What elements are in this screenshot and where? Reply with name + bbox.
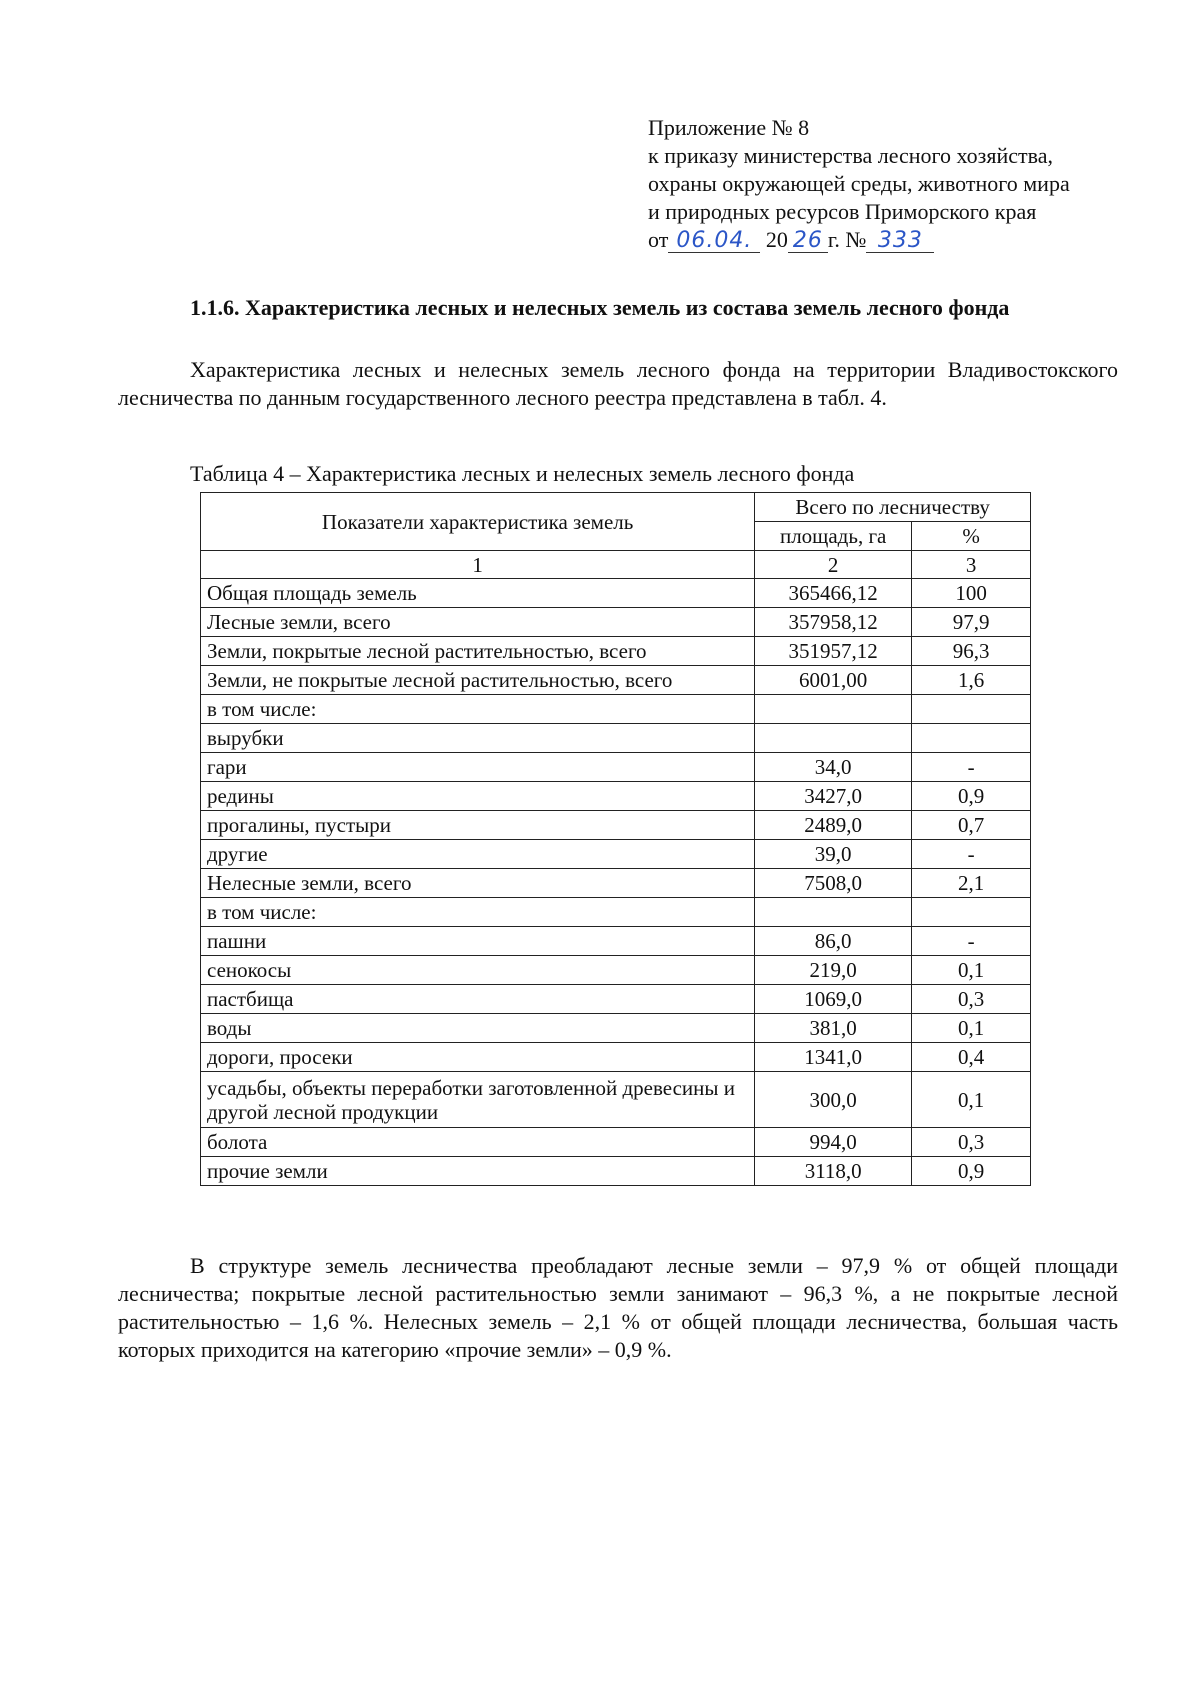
row-percent-cell: 97,9	[912, 608, 1031, 637]
row-name-cell: в том числе:	[201, 898, 755, 927]
header-percent: %	[912, 522, 1031, 551]
row-area-cell: 39,0	[755, 840, 912, 869]
row-area-cell	[755, 695, 912, 724]
row-name-cell: прогалины, пустыри	[201, 811, 755, 840]
row-percent-cell	[912, 724, 1031, 753]
row-percent-cell: 100	[912, 579, 1031, 608]
row-area-cell: 2489,0	[755, 811, 912, 840]
appendix-line-3: и природных ресурсов Приморского края	[648, 199, 1037, 224]
row-area-cell	[755, 898, 912, 927]
row-percent-cell: -	[912, 840, 1031, 869]
row-name-cell: другие	[201, 840, 755, 869]
table-row	[201, 782, 1031, 811]
row-name-cell: прочие земли	[201, 1157, 755, 1186]
row-area-cell: 357958,12	[755, 608, 912, 637]
table-row	[201, 1072, 1031, 1128]
appendix-line-2: охраны окружающей среды, животного мира	[648, 171, 1070, 196]
row-area-cell: 6001,00	[755, 666, 912, 695]
row-name-cell: Нелесные земли, всего	[201, 869, 755, 898]
appendix-date-line	[648, 226, 1128, 254]
row-area-cell: 7508,0	[755, 869, 912, 898]
row-area-cell: 3118,0	[755, 1157, 912, 1186]
table-row	[201, 1014, 1031, 1043]
table-row	[201, 724, 1031, 753]
row-name-cell: Земли, покрытые лесной растительностью, всего	[201, 637, 755, 666]
header-area: площадь, га	[755, 522, 912, 551]
row-name-cell: дороги, просеки	[201, 1043, 755, 1072]
row-area-cell: 994,0	[755, 1128, 912, 1157]
row-percent-cell: 0,1	[912, 1072, 1031, 1128]
row-percent-cell: 0,9	[912, 1157, 1031, 1186]
table-row	[201, 579, 1031, 608]
table-row	[201, 985, 1031, 1014]
row-name-cell: пашни	[201, 927, 755, 956]
row-area-cell: 381,0	[755, 1014, 912, 1043]
table-row	[201, 927, 1031, 956]
row-percent-cell: 0,3	[912, 1128, 1031, 1157]
row-name-cell: воды	[201, 1014, 755, 1043]
row-area-cell: 1069,0	[755, 985, 912, 1014]
table-row	[201, 666, 1031, 695]
row-percent-cell	[912, 898, 1031, 927]
row-name-cell: Общая площадь земель	[201, 579, 755, 608]
row-area-cell: 300,0	[755, 1072, 912, 1128]
row-percent-cell: 0,3	[912, 985, 1031, 1014]
table-row	[201, 869, 1031, 898]
handwritten-year: 26	[788, 230, 828, 253]
row-area-cell: 351957,12	[755, 637, 912, 666]
row-name-cell: сенокосы	[201, 956, 755, 985]
conclusion-paragraph: В структуре земель лесничества преобладают лесные земли – 97,9 % от общей площади лесничества; покрытые лесной растительностью земли занимают – 96,3 %, а не покрытые лесной растительностью – 1,6 %. Нелесных земель – 2,1 % от общей площади лесничества, большая часть которых приходится на категорию «прочие земли» – 0,9 %.	[118, 1253, 1118, 1362]
row-percent-cell: 0,4	[912, 1043, 1031, 1072]
handwritten-number: 333	[866, 230, 934, 253]
row-name-cell: болота	[201, 1128, 755, 1157]
intro-paragraph: Характеристика лесных и нелесных земель лесного фонда на территории Владивостокского лесничества по данным государственного лесного реестра представлена в табл. 4.	[118, 357, 1118, 410]
row-area-cell: 3427,0	[755, 782, 912, 811]
row-name-cell: редины	[201, 782, 755, 811]
land-characteristics-table	[200, 492, 1031, 1186]
row-name-cell: Земли, не покрытые лесной растительностью, всего	[201, 666, 755, 695]
table-row	[201, 956, 1031, 985]
table-row	[201, 753, 1031, 782]
handwritten-date: 06.04.	[668, 230, 760, 253]
appendix-title: Приложение № 8	[648, 115, 810, 140]
row-name-cell: вырубки	[201, 724, 755, 753]
row-area-cell: 34,0	[755, 753, 912, 782]
row-percent-cell: 0,1	[912, 1014, 1031, 1043]
table-row	[201, 1128, 1031, 1157]
row-percent-cell: 0,7	[912, 811, 1031, 840]
row-area-cell: 86,0	[755, 927, 912, 956]
table-row	[201, 637, 1031, 666]
row-area-cell: 365466,12	[755, 579, 912, 608]
row-area-cell	[755, 724, 912, 753]
row-percent-cell: -	[912, 753, 1031, 782]
row-percent-cell	[912, 695, 1031, 724]
row-percent-cell: -	[912, 927, 1031, 956]
row-name-cell: пастбища	[201, 985, 755, 1014]
section-heading: 1.1.6. Характеристика лесных и нелесных земель из состава земель лесного фонда	[190, 295, 1010, 320]
row-name-cell: усадьбы, объекты переработки заготовленной древесины и другой лесной продукции	[201, 1072, 755, 1128]
table-row	[201, 1157, 1031, 1186]
table-row	[201, 695, 1031, 724]
row-percent-cell: 2,1	[912, 869, 1031, 898]
row-area-cell: 1341,0	[755, 1043, 912, 1072]
year-prefix: 20	[765, 227, 788, 252]
row-percent-cell: 0,1	[912, 956, 1031, 985]
row-percent-cell: 96,3	[912, 637, 1031, 666]
header-indicator: Показатели характеристика земель	[201, 493, 755, 551]
from-label: от	[648, 227, 669, 252]
table-row	[201, 811, 1031, 840]
appendix-block	[648, 114, 1128, 254]
row-area-cell: 219,0	[755, 956, 912, 985]
index-cell: 2	[755, 551, 912, 579]
table-row	[201, 1043, 1031, 1072]
table-row	[201, 840, 1031, 869]
index-cell: 3	[912, 551, 1031, 579]
table-row	[201, 898, 1031, 927]
row-name-cell: Лесные земли, всего	[201, 608, 755, 637]
row-percent-cell: 0,9	[912, 782, 1031, 811]
table-caption: Таблица 4 – Характеристика лесных и нелесных земель лесного фонда	[190, 461, 855, 486]
header-total: Всего по лесничеству	[755, 493, 1031, 522]
table-row	[201, 608, 1031, 637]
row-name-cell: гари	[201, 753, 755, 782]
appendix-line-1: к приказу министерства лесного хозяйства,	[648, 143, 1054, 168]
index-cell: 1	[201, 551, 755, 579]
year-suffix: г. №	[827, 227, 867, 252]
row-name-cell: в том числе:	[201, 695, 755, 724]
row-percent-cell: 1,6	[912, 666, 1031, 695]
column-index-row	[201, 551, 1031, 579]
